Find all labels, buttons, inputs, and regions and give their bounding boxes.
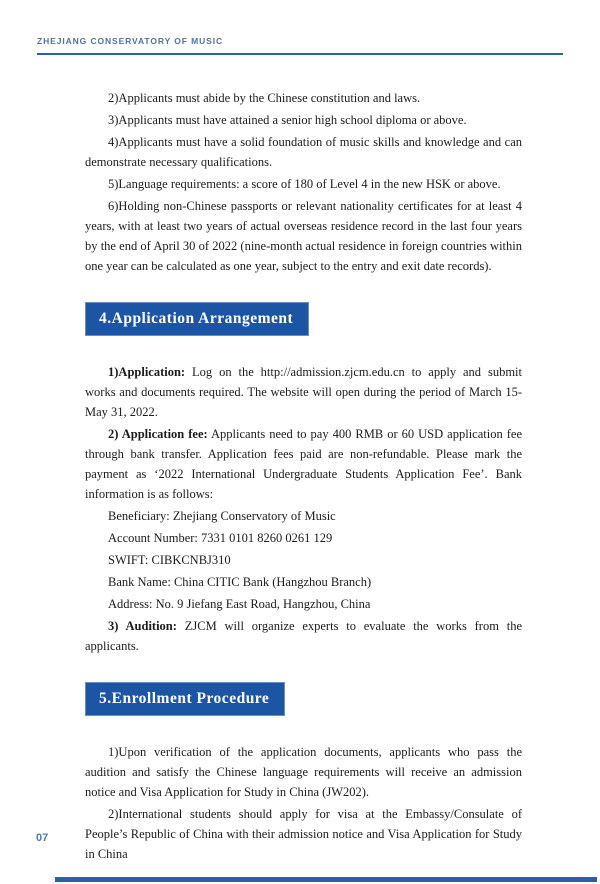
paragraph-text: Log on the http://admission.zjcm.edu.cn to apply and submit works and documents required. The website will open during the period of March 15-May 31, 2022.	[85, 365, 522, 419]
footer-accent-bar	[55, 877, 597, 882]
paragraph-text: Applicants need to pay 400 RMB or 60 USD application fee through bank transfer. Application fees paid are non-refundable. Please mark the payment as ‘2022 International Undergraduate Students Application Fee’. Bank information is as follows:	[85, 427, 522, 501]
page-header	[37, 36, 563, 55]
requirement-item: 3)Applicants must have attained a senior high school diploma or above.	[108, 113, 467, 127]
paragraph-lead-label: 1)Application:	[108, 365, 186, 379]
application-paragraph	[85, 362, 522, 422]
enrollment-paragraph: 1)Upon verification of the application documents, applicants who pass the audition and satisfy the Chinese language requirements will receive an admission notice and Visa Application for Study in China (JW202).	[85, 745, 522, 799]
document-body	[85, 88, 522, 866]
application-fee-paragraph	[85, 424, 522, 504]
requirement-item: 4)Applicants must have a solid foundation of music skills and knowledge and can demonstrate necessary qualifications.	[85, 135, 522, 169]
paragraph-lead-label: 3) Audition:	[108, 619, 177, 633]
requirement-item: 5)Language requirements: a score of 180 of Level 4 in the new HSK or above.	[108, 177, 501, 191]
section-heading-enrollment-procedure	[85, 682, 522, 716]
bank-info-line: Address: No. 9 Jiefang East Road, Hangzhou, China	[108, 597, 371, 611]
page-header-title: ZHEJIANG CONSERVATORY OF MUSIC	[37, 36, 224, 46]
section-heading-label: 4.Application Arrangement	[85, 302, 309, 336]
bank-info-line: Bank Name: China CITIC Bank (Hangzhou Branch)	[108, 575, 372, 589]
section-heading-label: 5.Enrollment Procedure	[85, 682, 285, 716]
audition-paragraph	[85, 616, 522, 656]
paragraph-lead-label: 2) Application fee:	[108, 427, 208, 441]
bank-info-line: SWIFT: CIBKCNBJ310	[108, 553, 231, 567]
page-number: 07	[36, 832, 49, 844]
header-divider	[37, 53, 563, 55]
section-heading-application-arrangement	[85, 302, 522, 336]
enrollment-paragraph: 2)International students should apply for visa at the Embassy/Consulate of People’s Republic of China with their admission notice and Visa Application for Study in China	[85, 807, 522, 861]
requirement-item: 6)Holding non-Chinese passports or relevant nationality certificates for at least 4 years, with at least two years of actual overseas residence record in the last four years by the end of April 30 of 2022 (nine-month actual residence in foreign countries within one year can be calculated as one year, subject to the entry and exit date records).	[85, 199, 522, 273]
bank-info-line: Beneficiary: Zhejiang Conservatory of Music	[108, 509, 336, 523]
paragraph-text: ZJCM will organize experts to evaluate the works from the applicants.	[85, 619, 522, 653]
bank-info-line: Account Number: 7331 0101 8260 0261 129	[108, 531, 333, 545]
requirement-item: 2)Applicants must abide by the Chinese constitution and laws.	[108, 91, 421, 105]
